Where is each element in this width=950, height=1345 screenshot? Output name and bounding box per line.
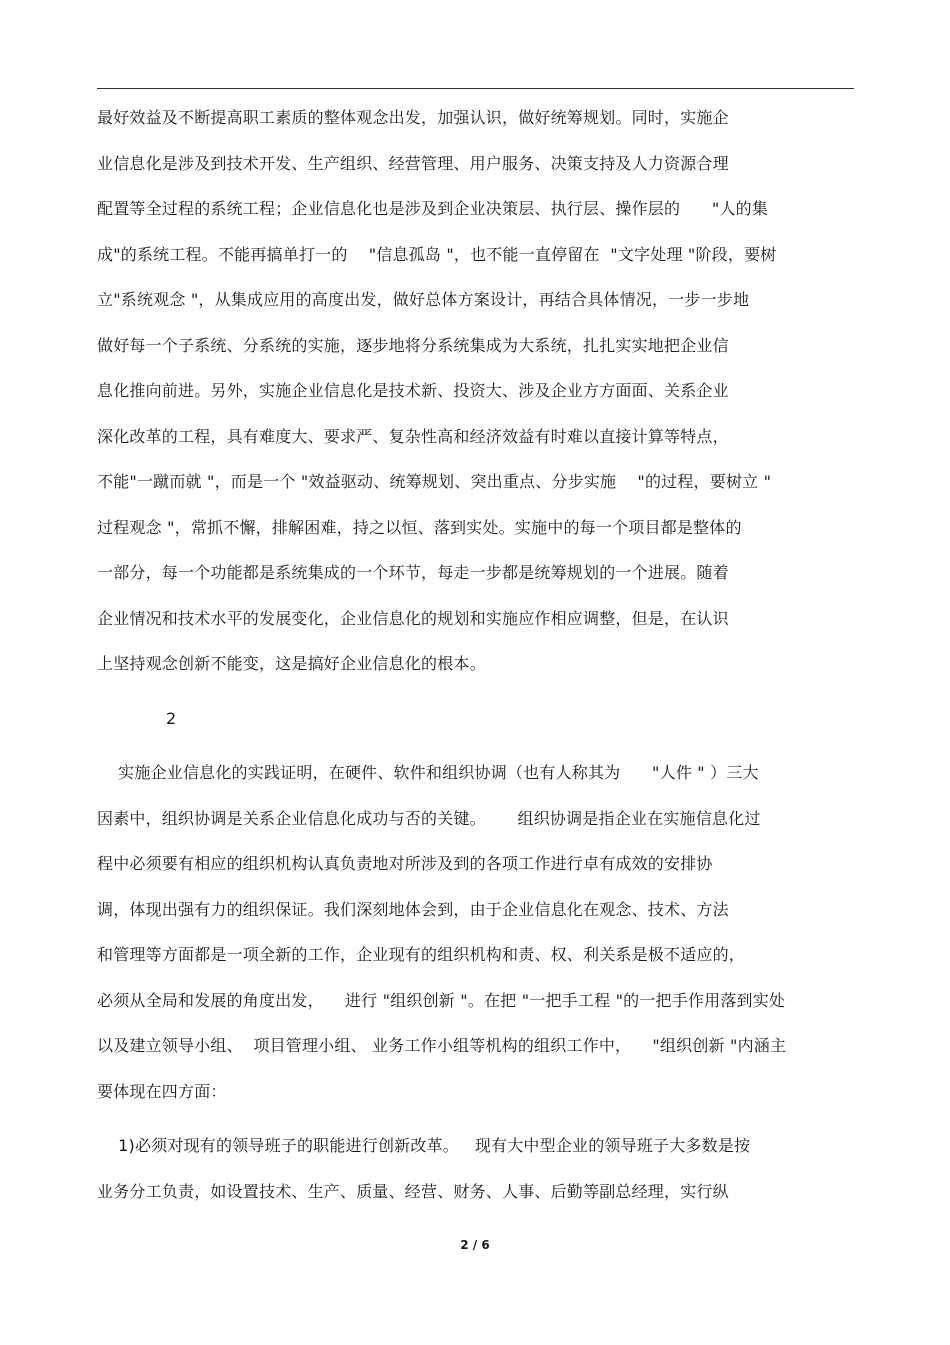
text-line: 最好效益及不断提高职工素质的整体观念出发，加强认识，做好统筹规划。同时，实施企 (97, 108, 729, 127)
text-line: 因素中，组织协调是关系企业信息化成功与否的关键。 组织协调是指企业在实施信息化过 (97, 809, 761, 828)
text-line: 程中必须要有相应的组织机构认真负责地对所涉及到的各项工作进行卓有成效的安排协 (97, 854, 713, 873)
text-line: 必须从全局和发展的角度出发， 进行 "组织创新 "。在把 "一把手工程 "的一把手作用落到实处 (97, 991, 786, 1010)
text-line: 1)必须对现有的领导班子的职能进行创新改革。 现有大中型企业的领导班子大多数是按 (97, 1136, 751, 1155)
text-line: 一部分，每一个功能都是系统集成的一个环节，每走一步都是统筹规划的一个进展。随着 (97, 563, 729, 582)
text-line: 业务分工负责，如设置技术、生产、质量、经营、财务、人事、后勤等副总经理，实行纵 (97, 1182, 729, 1201)
text-line: 立"系统观念 "，从集成应用的高度出发，做好总体方案设计，再结合具体情况，一步一步地 (97, 290, 750, 309)
text-line: 不能"一蹴而就 "，而是一个 "效益驱动、统筹规划、突出重点、分步实施 "的过程，要树立 " (97, 472, 772, 491)
text-line: 要体现在四方面： (97, 1082, 227, 1101)
page-number: 2 / 6 (460, 1238, 490, 1252)
text-line: 深化改革的工程，具有难度大、要求严、复杂性高和经济效益有时难以直接计算等特点， (97, 427, 729, 446)
text-line: 企业情况和技术水平的发展变化，企业信息化的规划和实施应作相应调整，但是，在认识 (97, 609, 729, 628)
text-line: 以及建立领导小组、 项目管理小组、 业务工作小组等机构的组织工作中， "组织创新 "内涵主 (97, 1036, 787, 1055)
text-line: 实施企业信息化的实践证明，在硬件、软件和组织协调（也有人称其为 "人件 " ）三大 (97, 763, 759, 782)
text-line: 过程观念 "，常抓不懈，排解困难，持之以恒、落到实处。实施中的每一个项目都是整体的 (97, 518, 742, 537)
text-line: 成"的系统工程。不能再搞单打一的 "信息孤岛 "，也不能一直停留在 "文字处理 "阶段，要树 (97, 245, 777, 264)
text-line: 息化推向前进。另外，实施企业信息化是技术新、投资大、涉及企业方方面面、关系企业 (97, 381, 729, 400)
text-line: 和管理等方面都是一项全新的工作，企业现有的组织机构和责、权、利关系是极不适应的， (97, 945, 746, 964)
text-line: 做好每一个子系统、分系统的实施，逐步地将分系统集成为大系统，扎扎实实地把企业信 (97, 336, 729, 355)
section-number: 2 (166, 709, 177, 728)
text-line: 配置等全过程的系统工程；企业信息化也是涉及到企业决策层、执行层、操作层的 "人的集 (97, 199, 769, 218)
text-line: 上坚持观念创新不能变，这是搞好企业信息化的根本。 (97, 654, 486, 673)
header-rule (97, 88, 854, 89)
text-line: 业信息化是涉及到技术开发、生产组织、经营管理、用户服务、决策支持及人力资源合理 (97, 154, 729, 173)
text-line: 调，体现出强有力的组织保证。我们深刻地体会到，由于企业信息化在观念、技术、方法 (97, 900, 729, 919)
